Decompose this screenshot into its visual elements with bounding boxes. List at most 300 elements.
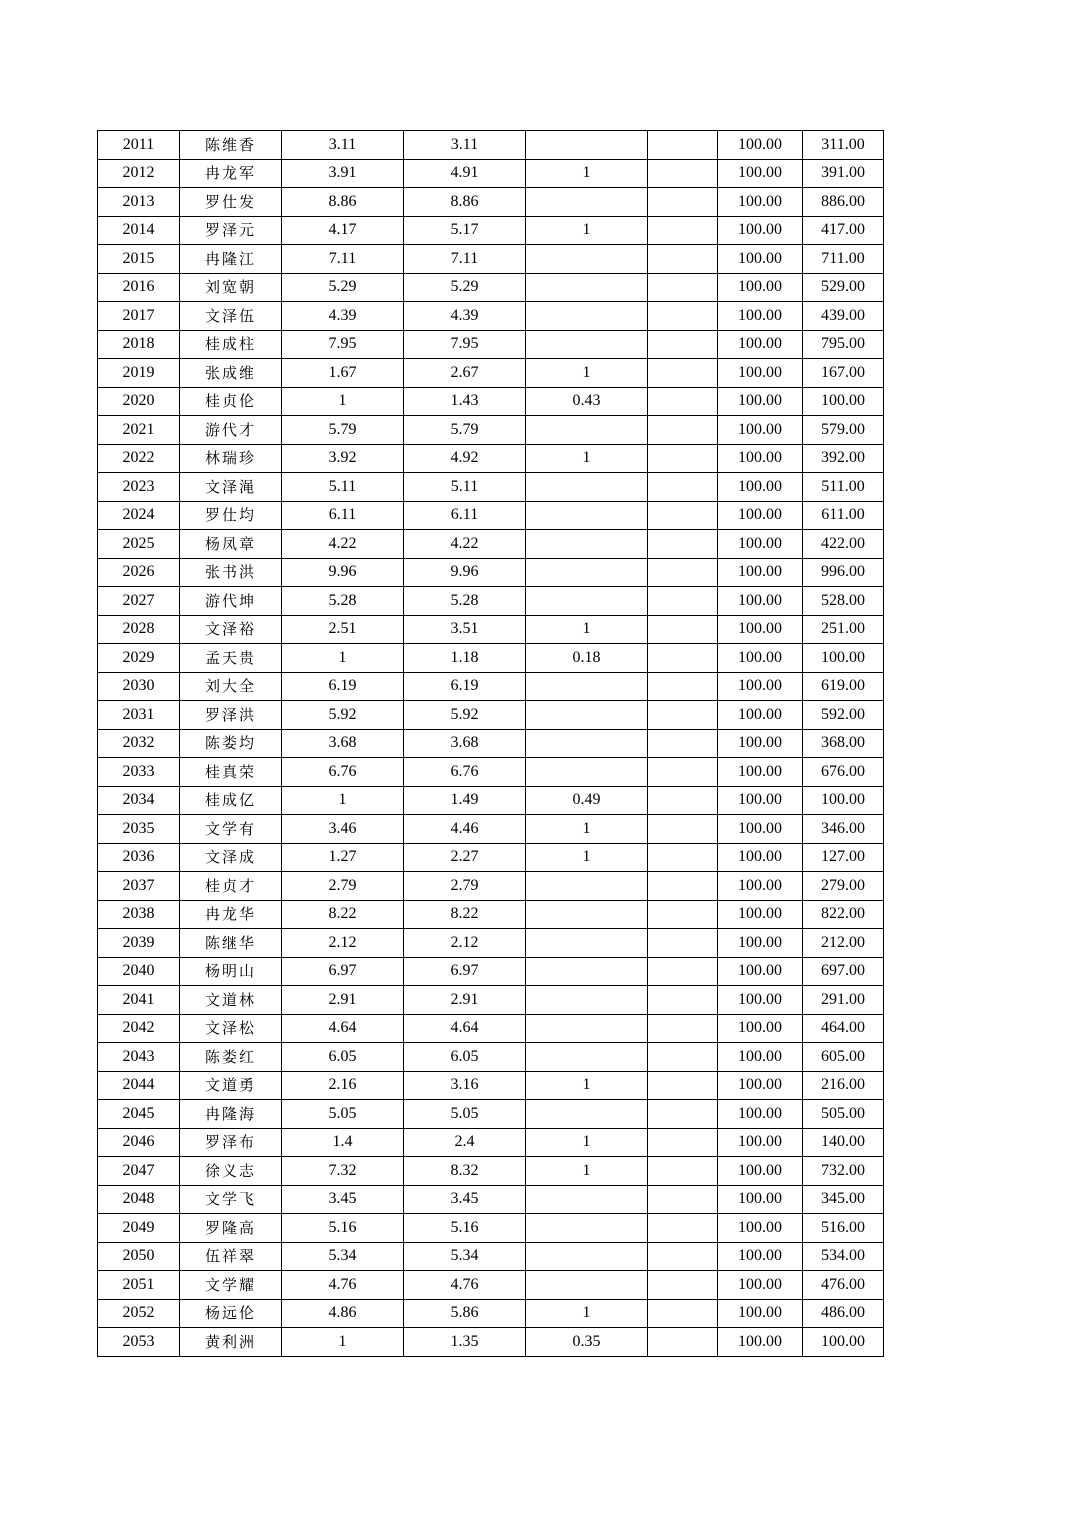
blank-cell [648,558,718,587]
value-a-cell: 1 [282,1328,404,1357]
rate-cell: 100.00 [718,359,803,388]
amount-cell: 579.00 [803,416,884,445]
id-cell: 2016 [98,273,180,302]
rate-cell: 100.00 [718,245,803,274]
blank-cell [648,1100,718,1129]
table-row [98,245,884,274]
amount-cell: 212.00 [803,929,884,958]
amount-cell: 391.00 [803,159,884,188]
id-cell: 2042 [98,1014,180,1043]
value-a-cell: 6.19 [282,672,404,701]
blank-cell [648,1271,718,1300]
diff-cell [526,758,648,787]
diff-cell [526,957,648,986]
blank-cell [648,1328,718,1357]
value-b-cell: 5.11 [404,473,526,502]
value-a-cell: 3.91 [282,159,404,188]
name-cell: 文泽渑 [180,473,282,502]
amount-cell: 346.00 [803,815,884,844]
diff-cell [526,587,648,616]
blank-cell [648,644,718,673]
table-row [98,1071,884,1100]
id-cell: 2011 [98,131,180,160]
id-cell: 2034 [98,786,180,815]
rate-cell: 100.00 [718,957,803,986]
rate-cell: 100.00 [718,1100,803,1129]
amount-cell: 697.00 [803,957,884,986]
value-a-cell: 3.68 [282,729,404,758]
table-row [98,701,884,730]
amount-cell: 311.00 [803,131,884,160]
value-a-cell: 5.05 [282,1100,404,1129]
name-cell: 黄利洲 [180,1328,282,1357]
blank-cell [648,872,718,901]
value-a-cell: 4.76 [282,1271,404,1300]
name-cell: 刘宽朝 [180,273,282,302]
diff-cell [526,929,648,958]
diff-cell: 1 [526,1299,648,1328]
blank-cell [648,216,718,245]
table-row [98,302,884,331]
blank-cell [648,815,718,844]
amount-cell: 592.00 [803,701,884,730]
id-cell: 2033 [98,758,180,787]
value-b-cell: 1.35 [404,1328,526,1357]
value-b-cell: 6.76 [404,758,526,787]
blank-cell [648,1014,718,1043]
name-cell: 文道林 [180,986,282,1015]
rate-cell: 100.00 [718,672,803,701]
id-cell: 2037 [98,872,180,901]
blank-cell [648,729,718,758]
blank-cell [648,530,718,559]
value-b-cell: 6.97 [404,957,526,986]
value-b-cell: 2.4 [404,1128,526,1157]
diff-cell [526,872,648,901]
name-cell: 冉隆海 [180,1100,282,1129]
id-cell: 2048 [98,1185,180,1214]
amount-cell: 511.00 [803,473,884,502]
table-row [98,786,884,815]
id-cell: 2035 [98,815,180,844]
name-cell: 陈娄均 [180,729,282,758]
amount-cell: 886.00 [803,188,884,217]
value-b-cell: 4.64 [404,1014,526,1043]
value-b-cell: 6.11 [404,501,526,530]
id-cell: 2020 [98,387,180,416]
diff-cell [526,558,648,587]
id-cell: 2018 [98,330,180,359]
amount-cell: 605.00 [803,1043,884,1072]
value-a-cell: 7.32 [282,1157,404,1186]
blank-cell [648,444,718,473]
table-row [98,1157,884,1186]
id-cell: 2025 [98,530,180,559]
value-a-cell: 1.4 [282,1128,404,1157]
diff-cell: 0.35 [526,1328,648,1357]
value-b-cell: 6.05 [404,1043,526,1072]
value-b-cell: 1.18 [404,644,526,673]
amount-cell: 392.00 [803,444,884,473]
amount-cell: 732.00 [803,1157,884,1186]
value-a-cell: 6.05 [282,1043,404,1072]
diff-cell: 1 [526,359,648,388]
amount-cell: 251.00 [803,615,884,644]
name-cell: 文道勇 [180,1071,282,1100]
id-cell: 2022 [98,444,180,473]
diff-cell [526,1100,648,1129]
amount-cell: 439.00 [803,302,884,331]
id-cell: 2039 [98,929,180,958]
diff-cell: 1 [526,815,648,844]
rate-cell: 100.00 [718,273,803,302]
amount-cell: 711.00 [803,245,884,274]
table-row [98,558,884,587]
value-b-cell: 4.92 [404,444,526,473]
blank-cell [648,701,718,730]
diff-cell: 1 [526,615,648,644]
name-cell: 冉龙军 [180,159,282,188]
name-cell: 陈娄红 [180,1043,282,1072]
blank-cell [648,1157,718,1186]
blank-cell [648,387,718,416]
amount-cell: 140.00 [803,1128,884,1157]
value-b-cell: 4.46 [404,815,526,844]
rate-cell: 100.00 [718,330,803,359]
blank-cell [648,758,718,787]
rate-cell: 100.00 [718,729,803,758]
table-row [98,501,884,530]
value-b-cell: 5.05 [404,1100,526,1129]
table-row [98,1043,884,1072]
name-cell: 杨凤章 [180,530,282,559]
diff-cell [526,1043,648,1072]
amount-cell: 422.00 [803,530,884,559]
value-a-cell: 5.29 [282,273,404,302]
id-cell: 2028 [98,615,180,644]
value-a-cell: 7.11 [282,245,404,274]
table-body [98,131,884,1357]
diff-cell: 1 [526,1157,648,1186]
rate-cell: 100.00 [718,929,803,958]
value-a-cell: 6.76 [282,758,404,787]
blank-cell [648,188,718,217]
diff-cell: 1 [526,216,648,245]
value-b-cell: 9.96 [404,558,526,587]
amount-cell: 464.00 [803,1014,884,1043]
rate-cell: 100.00 [718,501,803,530]
id-cell: 2015 [98,245,180,274]
amount-cell: 100.00 [803,387,884,416]
blank-cell [648,900,718,929]
rate-cell: 100.00 [718,302,803,331]
table-row [98,1271,884,1300]
rate-cell: 100.00 [718,786,803,815]
table-row [98,758,884,787]
value-a-cell: 2.12 [282,929,404,958]
blank-cell [648,359,718,388]
value-a-cell: 5.34 [282,1242,404,1271]
value-a-cell: 4.86 [282,1299,404,1328]
id-cell: 2014 [98,216,180,245]
rate-cell: 100.00 [718,986,803,1015]
amount-cell: 100.00 [803,644,884,673]
value-a-cell: 4.64 [282,1014,404,1043]
diff-cell [526,701,648,730]
name-cell: 陈继华 [180,929,282,958]
blank-cell [648,1043,718,1072]
id-cell: 2027 [98,587,180,616]
diff-cell: 1 [526,1071,648,1100]
table-row [98,188,884,217]
id-cell: 2047 [98,1157,180,1186]
blank-cell [648,245,718,274]
id-cell: 2024 [98,501,180,530]
value-b-cell: 3.51 [404,615,526,644]
diff-cell [526,273,648,302]
name-cell: 罗泽布 [180,1128,282,1157]
value-a-cell: 8.22 [282,900,404,929]
diff-cell: 1 [526,159,648,188]
rate-cell: 100.00 [718,758,803,787]
diff-cell [526,1185,648,1214]
name-cell: 文学耀 [180,1271,282,1300]
value-a-cell: 7.95 [282,330,404,359]
rate-cell: 100.00 [718,1185,803,1214]
value-a-cell: 1.27 [282,843,404,872]
id-cell: 2031 [98,701,180,730]
amount-cell: 368.00 [803,729,884,758]
table-row [98,843,884,872]
rate-cell: 100.00 [718,416,803,445]
id-cell: 2030 [98,672,180,701]
amount-cell: 345.00 [803,1185,884,1214]
table-row [98,131,884,160]
table-row [98,330,884,359]
table-row [98,273,884,302]
table-row [98,444,884,473]
blank-cell [648,843,718,872]
diff-cell: 1 [526,1128,648,1157]
name-cell: 罗泽元 [180,216,282,245]
rate-cell: 100.00 [718,587,803,616]
value-a-cell: 2.51 [282,615,404,644]
table-row [98,216,884,245]
rate-cell: 100.00 [718,701,803,730]
id-cell: 2041 [98,986,180,1015]
id-cell: 2012 [98,159,180,188]
table-row [98,986,884,1015]
id-cell: 2043 [98,1043,180,1072]
id-cell: 2023 [98,473,180,502]
name-cell: 罗隆高 [180,1214,282,1243]
blank-cell [648,416,718,445]
name-cell: 桂贞伦 [180,387,282,416]
name-cell: 杨远伦 [180,1299,282,1328]
blank-cell [648,672,718,701]
name-cell: 张书洪 [180,558,282,587]
name-cell: 罗仕发 [180,188,282,217]
id-cell: 2044 [98,1071,180,1100]
id-cell: 2032 [98,729,180,758]
table-row [98,1328,884,1357]
table-row [98,1014,884,1043]
name-cell: 桂贞才 [180,872,282,901]
id-cell: 2046 [98,1128,180,1157]
amount-cell: 528.00 [803,587,884,616]
amount-cell: 100.00 [803,786,884,815]
value-b-cell: 2.67 [404,359,526,388]
amount-cell: 476.00 [803,1271,884,1300]
value-b-cell: 4.22 [404,530,526,559]
amount-cell: 279.00 [803,872,884,901]
name-cell: 徐义志 [180,1157,282,1186]
blank-cell [648,302,718,331]
rate-cell: 100.00 [718,188,803,217]
diff-cell [526,672,648,701]
diff-cell [526,1271,648,1300]
value-a-cell: 4.22 [282,530,404,559]
table-row [98,587,884,616]
value-a-cell: 5.79 [282,416,404,445]
blank-cell [648,786,718,815]
id-cell: 2029 [98,644,180,673]
name-cell: 文泽成 [180,843,282,872]
amount-cell: 534.00 [803,1242,884,1271]
name-cell: 文泽裕 [180,615,282,644]
amount-cell: 676.00 [803,758,884,787]
blank-cell [648,986,718,1015]
id-cell: 2045 [98,1100,180,1129]
amount-cell: 516.00 [803,1214,884,1243]
value-b-cell: 5.86 [404,1299,526,1328]
table-row [98,615,884,644]
rate-cell: 100.00 [718,530,803,559]
diff-cell: 0.49 [526,786,648,815]
table-row [98,957,884,986]
rate-cell: 100.00 [718,1271,803,1300]
table-row [98,1242,884,1271]
id-cell: 2053 [98,1328,180,1357]
name-cell: 游代才 [180,416,282,445]
table-row [98,900,884,929]
value-a-cell: 5.16 [282,1214,404,1243]
amount-cell: 127.00 [803,843,884,872]
value-a-cell: 2.91 [282,986,404,1015]
amount-cell: 167.00 [803,359,884,388]
value-b-cell: 2.27 [404,843,526,872]
name-cell: 冉龙华 [180,900,282,929]
value-a-cell: 4.17 [282,216,404,245]
amount-cell: 611.00 [803,501,884,530]
value-a-cell: 1 [282,786,404,815]
id-cell: 2052 [98,1299,180,1328]
value-a-cell: 5.92 [282,701,404,730]
blank-cell [648,1185,718,1214]
value-a-cell: 1.67 [282,359,404,388]
table-row [98,1299,884,1328]
amount-cell: 216.00 [803,1071,884,1100]
value-b-cell: 1.43 [404,387,526,416]
name-cell: 罗泽洪 [180,701,282,730]
amount-cell: 100.00 [803,1328,884,1357]
diff-cell [526,416,648,445]
id-cell: 2013 [98,188,180,217]
name-cell: 杨明山 [180,957,282,986]
diff-cell: 1 [526,843,648,872]
rate-cell: 100.00 [718,1071,803,1100]
table-row [98,929,884,958]
name-cell: 陈维香 [180,131,282,160]
rate-cell: 100.00 [718,1214,803,1243]
diff-cell [526,530,648,559]
diff-cell [526,1242,648,1271]
table-row [98,359,884,388]
value-b-cell: 5.34 [404,1242,526,1271]
value-b-cell: 8.32 [404,1157,526,1186]
value-a-cell: 9.96 [282,558,404,587]
amount-cell: 529.00 [803,273,884,302]
id-cell: 2051 [98,1271,180,1300]
value-b-cell: 5.16 [404,1214,526,1243]
blank-cell [648,957,718,986]
name-cell: 文学飞 [180,1185,282,1214]
diff-cell [526,330,648,359]
id-cell: 2019 [98,359,180,388]
table-row [98,1185,884,1214]
amount-cell: 505.00 [803,1100,884,1129]
diff-cell [526,473,648,502]
name-cell: 林瑞珍 [180,444,282,473]
table-row [98,473,884,502]
table-row [98,530,884,559]
diff-cell [526,1014,648,1043]
table-row [98,815,884,844]
diff-cell [526,302,648,331]
value-b-cell: 4.76 [404,1271,526,1300]
rate-cell: 100.00 [718,387,803,416]
rate-cell: 100.00 [718,473,803,502]
blank-cell [648,615,718,644]
value-b-cell: 6.19 [404,672,526,701]
value-a-cell: 5.28 [282,587,404,616]
rate-cell: 100.00 [718,1242,803,1271]
value-a-cell: 6.97 [282,957,404,986]
amount-cell: 822.00 [803,900,884,929]
diff-cell [526,900,648,929]
amount-cell: 486.00 [803,1299,884,1328]
rate-cell: 100.00 [718,1014,803,1043]
name-cell: 文泽松 [180,1014,282,1043]
value-a-cell: 3.45 [282,1185,404,1214]
table-row [98,672,884,701]
table-row [98,387,884,416]
value-a-cell: 6.11 [282,501,404,530]
rate-cell: 100.00 [718,159,803,188]
blank-cell [648,330,718,359]
blank-cell [648,1128,718,1157]
amount-cell: 996.00 [803,558,884,587]
diff-cell [526,131,648,160]
value-b-cell: 1.49 [404,786,526,815]
table-row [98,729,884,758]
value-b-cell: 7.11 [404,245,526,274]
rate-cell: 100.00 [718,815,803,844]
blank-cell [648,159,718,188]
value-b-cell: 5.17 [404,216,526,245]
rate-cell: 100.00 [718,1157,803,1186]
table-row [98,159,884,188]
